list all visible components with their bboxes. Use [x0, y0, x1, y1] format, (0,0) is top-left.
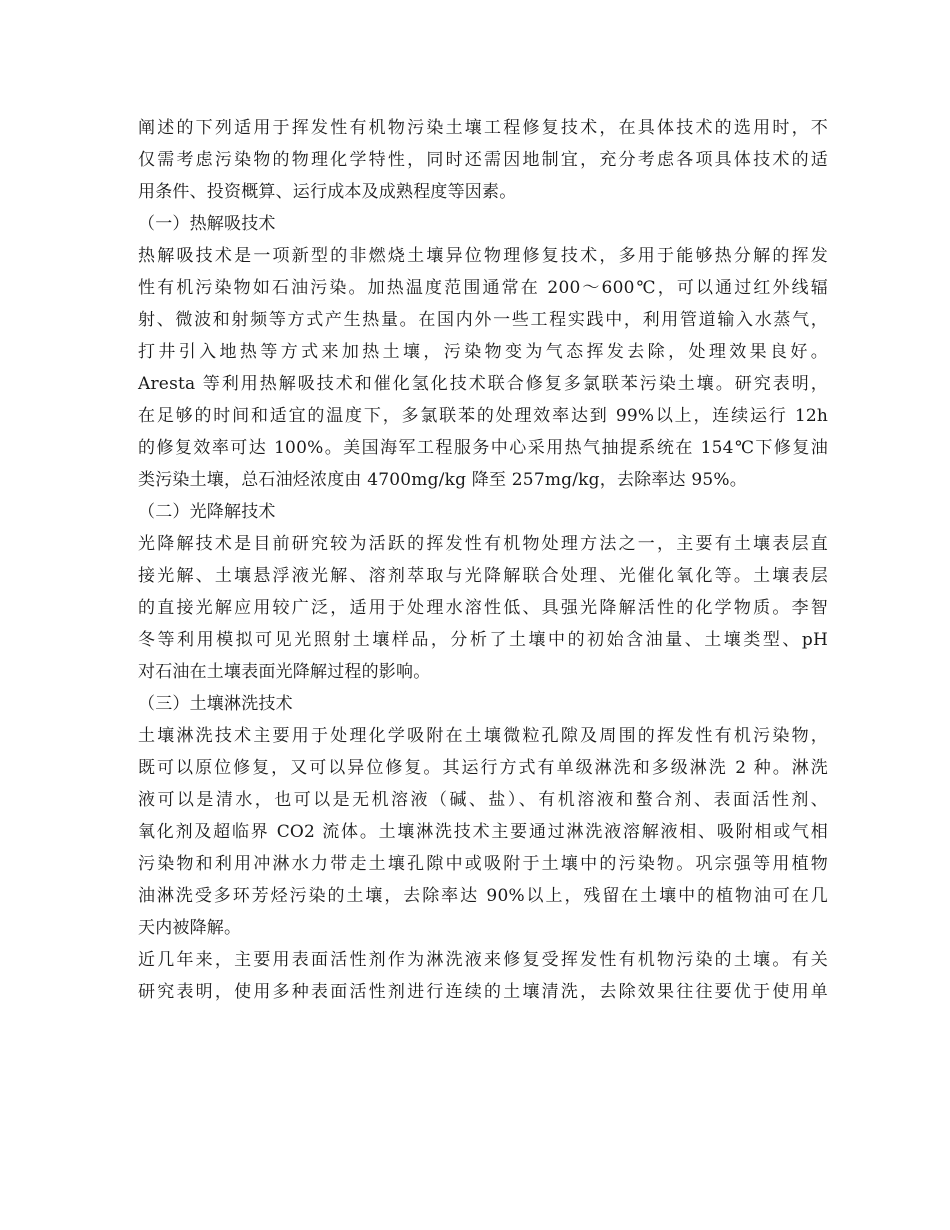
paragraph-line: 仅需考虑污染物的物理化学特性，同时还需因地制宜，充分考虑各项具体技术的适	[138, 150, 828, 170]
paragraph-line: 研究表明，使用多种表面活性剂进行连续的土壤清洗，去除效果往往要优于使用单	[138, 982, 828, 1002]
paragraph-line: 近几年来，主要用表面活性剂作为淋洗液来修复受挥发性有机物污染的土壤。有关	[138, 950, 828, 970]
paragraph-line: 热解吸技术是一项新型的非燃烧土壤异位物理修复技术，多用于能够热分解的挥发	[138, 246, 828, 266]
paragraph-line: 污染物和利用冲淋水力带走土壤孔隙中或吸附于土壤中的污染物。巩宗强等用植物	[138, 854, 828, 874]
paragraph-line: 性有机污染物如石油污染。加热温度范围通常在 200～600℃，可以通过红外线辐	[138, 278, 828, 298]
paragraph-line: 既可以原位修复，又可以异位修复。其运行方式有单级淋洗和多级淋洗 2 种。淋洗	[138, 758, 828, 778]
paragraph-line: 阐述的下列适用于挥发性有机物污染土壤工程修复技术，在具体技术的选用时，不	[138, 118, 828, 138]
section-heading: （二）光降解技术	[138, 502, 276, 522]
paragraph-line: 射、微波和射频等方式产生热量。在国内外一些工程实践中，利用管道输入水蒸气，	[138, 310, 828, 330]
paragraph-line: 在足够的时间和适宜的温度下，多氯联苯的处理效率达到 99%以上，连续运行 12h	[138, 406, 828, 426]
paragraph-line: 接光解、土壤悬浮液光解、溶剂萃取与光降解联合处理、光催化氧化等。土壤表层	[138, 566, 828, 586]
paragraph-line: Aresta 等利用热解吸技术和催化氢化技术联合修复多氯联苯污染土壤。研究表明，	[138, 374, 828, 394]
paragraph-line: 的直接光解应用较广泛，适用于处理水溶性低、具强光降解活性的化学物质。李智	[138, 598, 828, 618]
paragraph-line: 液可以是清水，也可以是无机溶液（碱、盐）、有机溶液和螯合剂、表面活性剂、	[138, 790, 828, 810]
paragraph-line: 的修复效率可达 100%。美国海军工程服务中心采用热气抽提系统在 154℃下修复油	[138, 438, 828, 458]
paragraph-line: 油淋洗受多环芳烃污染的土壤，去除率达 90%以上，残留在土壤中的植物油可在几	[138, 886, 828, 906]
paragraph-line: 土壤淋洗技术主要用于处理化学吸附在土壤微粒孔隙及周围的挥发性有机污染物，	[138, 726, 828, 746]
paragraph-line: 天内被降解。	[138, 918, 242, 938]
document-body	[138, 112, 828, 1008]
paragraph-line: 打井引入地热等方式来加热土壤，污染物变为气态挥发去除，处理效果良好。	[138, 342, 828, 362]
section-heading: （三）土壤淋洗技术	[138, 694, 293, 714]
paragraph-line: 类污染土壤，总石油烃浓度由 4700mg/kg 降至 257mg/kg，去除率达 95%。	[138, 470, 747, 490]
paragraph-line: 对石油在土壤表面光降解过程的影响。	[138, 662, 431, 682]
section-heading: （一）热解吸技术	[138, 214, 276, 234]
paragraph-line: 冬等利用模拟可见光照射土壤样品，分析了土壤中的初始含油量、土壤类型、pH	[138, 630, 828, 650]
paragraph-line: 用条件、投资概算、运行成本及成熟程度等因素。	[138, 182, 517, 202]
paragraph-line: 氧化剂及超临界 CO2 流体。土壤淋洗技术主要通过淋洗液溶解液相、吸附相或气相	[138, 822, 828, 842]
paragraph-line: 光降解技术是目前研究较为活跃的挥发性有机物处理方法之一，主要有土壤表层直	[138, 534, 828, 554]
